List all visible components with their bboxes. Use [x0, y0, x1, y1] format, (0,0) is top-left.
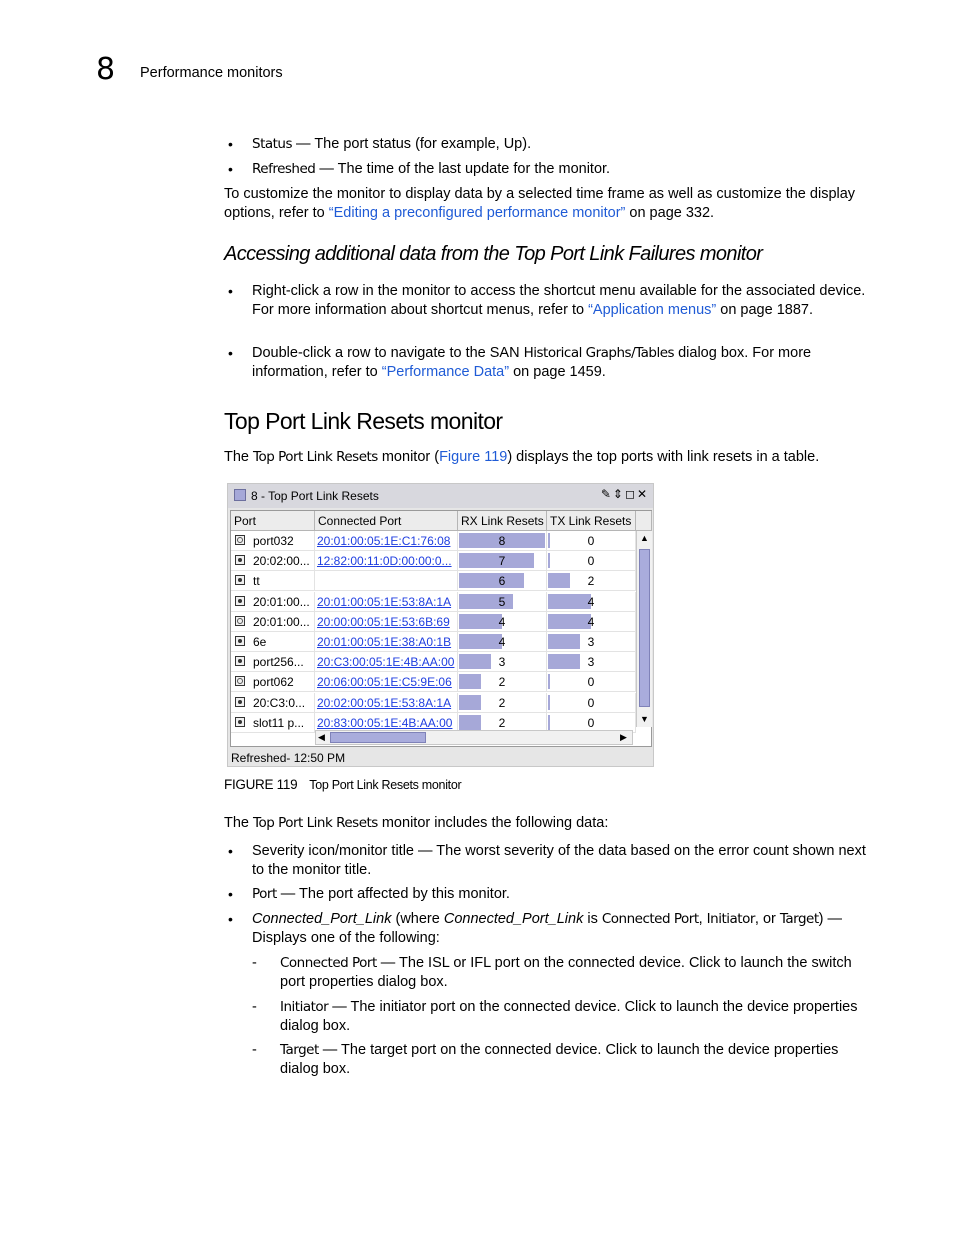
para-text: To customize the monitor to display data by a selected time frame as well as customize the display options, refer to [224, 186, 856, 221]
term-initiator: Initiator [706, 911, 755, 927]
tx-link-resets-cell [547, 551, 636, 571]
rx-value: 3 [498, 655, 506, 670]
section-heading-accessing: Accessing additional data from the Top Port Link Failures monitor [224, 243, 763, 265]
rx-value: 8 [498, 534, 506, 548]
port-status-icon [235, 676, 245, 686]
figure-title: Top Port Link Resets monitor [309, 778, 462, 792]
rx-value: 5 [498, 594, 506, 609]
connected-port-link[interactable]: 20:06:00:05:1E:C5:9E:06 [317, 675, 452, 690]
bullet-mark: • [228, 911, 233, 927]
vertical-scroll-thumb[interactable] [639, 549, 650, 707]
tx-value: 0 [587, 534, 595, 548]
section-heading-top-port: Top Port Link Resets monitor [224, 408, 503, 434]
term-connected-port-link: Connected_Port_Link [443, 911, 584, 927]
port-cell[interactable] [231, 713, 315, 733]
tx-value: 4 [587, 594, 595, 609]
monitor-tool-icons[interactable]: ✎⇕◻✕ [600, 487, 649, 501]
rx-link-resets-cell [458, 612, 547, 632]
editing-monitor-link[interactable]: “Editing a preconfigured performance monitor” [328, 205, 626, 221]
column-header-rx[interactable]: RX Link Resets [458, 511, 547, 531]
bullet-text: dialog box. For more information, refer to [252, 345, 812, 380]
tx-link-resets-cell [547, 612, 636, 632]
connected-port-cell [315, 693, 458, 713]
connected-port-cell [315, 571, 458, 591]
port-status-icon [235, 596, 245, 606]
bullet-text: (where [391, 911, 444, 927]
term-refreshed: Refreshed [252, 161, 316, 177]
scroll-down-icon[interactable]: ▼ [640, 714, 649, 724]
bullet-text: on page 1459. [509, 363, 606, 380]
term-target: Target [779, 911, 819, 927]
chapter-title: Performance monitors [140, 65, 283, 81]
bullet-text: — The port affected by this monitor. [276, 886, 510, 902]
port-cell[interactable] [231, 672, 315, 692]
term-port: Port [252, 886, 277, 902]
dash-text: — The target port on the connected device. Click to launch the device properties dialog box. [280, 1042, 839, 1077]
dash-mark: - [252, 955, 257, 971]
port-cell[interactable] [231, 652, 315, 672]
para-text: monitor includes the following data: [377, 815, 609, 831]
bullet-text: Right-click a row in the monitor to access the shortcut menu available for the associated device. For more information about shortcut menus, refer to [252, 283, 866, 318]
tx-value: 2 [587, 574, 595, 589]
rx-link-resets-cell [458, 693, 547, 713]
connected-port-cell [315, 531, 458, 551]
rx-value: 4 [498, 635, 506, 649]
port-status-icon [235, 636, 245, 646]
rx-link-resets-cell [458, 551, 547, 571]
rx-link-resets-cell [458, 632, 547, 652]
port-name: slot11 p... [253, 715, 305, 730]
monitor-intro-paragraph [224, 448, 872, 467]
port-cell[interactable] [231, 531, 315, 551]
port-name: 20:01:00... [253, 594, 310, 609]
bullet-mark: • [228, 345, 233, 361]
rx-value: 4 [498, 614, 506, 629]
para-text: monitor ( [377, 449, 440, 465]
term-top-port: Top Port Link Resets [253, 815, 378, 831]
port-status-icon [235, 535, 245, 545]
figure-caption [224, 777, 461, 792]
term-top-port: Top Port Link Resets [253, 449, 378, 465]
term-target: Target [280, 1042, 319, 1058]
port-cell[interactable] [231, 592, 315, 612]
tx-value: 0 [587, 675, 595, 690]
connected-port-link[interactable]: 20:02:00:05:1E:53:8A:1A [317, 695, 452, 710]
rx-link-resets-cell [458, 531, 547, 551]
para-text: The [224, 449, 254, 465]
bullet-text: Double-click a row to navigate to the SAN [252, 345, 524, 361]
tx-value: 3 [587, 655, 595, 670]
dash-mark: - [252, 1042, 257, 1058]
tx-link-resets-cell [547, 531, 636, 551]
para-text: ) displays the top ports with link resets in a table. [507, 449, 820, 465]
vertical-scrollbar[interactable] [636, 531, 652, 727]
bullet-text: — The port status (for example, Up). [292, 136, 532, 152]
para-text: The [224, 815, 254, 831]
tx-link-resets-cell [547, 632, 636, 652]
monitor-title-bar [228, 484, 653, 508]
port-name: tt [253, 574, 260, 589]
scroll-left-icon[interactable]: ◀ [318, 732, 325, 742]
port-status-icon [235, 717, 245, 727]
connected-port-link[interactable]: 20:83:00:05:1E:4B:AA:00 [317, 715, 453, 730]
tx-value: 0 [587, 695, 595, 710]
dash-mark: - [252, 999, 257, 1015]
port-status-icon [235, 697, 245, 707]
connected-port-link[interactable]: 20:00:00:05:1E:53:6B:69 [317, 614, 450, 629]
scroll-up-icon[interactable]: ▲ [640, 533, 649, 543]
bullet-text: is [583, 911, 602, 927]
term-connected-port-link: Connected_Port_Link [252, 911, 392, 927]
bullet-text: Severity icon/monitor title — The worst severity of the data based on the error count shown next to the monitor title. [252, 843, 866, 878]
bullet-mark: • [228, 886, 233, 902]
connected-port-link[interactable]: 20:01:00:05:1E:38:A0:1B [317, 635, 452, 649]
tx-value: 0 [587, 554, 595, 569]
port-name: port062 [253, 675, 294, 690]
figure-label: FIGURE 119 [224, 777, 298, 792]
port-cell[interactable] [231, 693, 315, 713]
tx-value: 4 [587, 614, 595, 629]
term-connected-port: Connected Port [601, 911, 699, 927]
connected-port-cell [315, 672, 458, 692]
term-initiator: Initiator [280, 999, 329, 1015]
rx-link-resets-cell [458, 652, 547, 672]
rx-link-resets-cell [458, 672, 547, 692]
rx-link-resets-cell [458, 592, 547, 612]
connected-port-cell [315, 551, 458, 571]
port-status-icon [235, 575, 245, 585]
customize-paragraph [224, 185, 872, 223]
connected-port-cell [315, 612, 458, 632]
tx-link-resets-cell [547, 652, 636, 672]
port-name: port256... [253, 655, 304, 670]
monitor-panel [227, 483, 654, 767]
connected-port-cell [315, 592, 458, 612]
tx-link-resets-cell [547, 571, 636, 591]
chapter-number: 8 [96, 52, 116, 87]
bullet-mark: • [228, 283, 233, 299]
rx-value: 2 [498, 695, 506, 710]
dash-text: — The initiator port on the connected device. Click to launch the device properties dialog box. [280, 999, 858, 1034]
bullet-text: — The time of the last update for the monitor. [315, 161, 611, 177]
port-name: 20:C3:0... [253, 695, 306, 710]
port-cell[interactable] [231, 551, 315, 571]
monitor-table [230, 510, 652, 747]
bullet-text: , [698, 911, 707, 927]
data-intro-paragraph [224, 814, 872, 833]
monitor-title: 8 - Top Port Link Resets [251, 489, 379, 503]
port-cell[interactable] [231, 632, 315, 652]
connected-port-cell [315, 652, 458, 672]
port-status-icon [235, 555, 245, 565]
tx-value: 3 [587, 635, 595, 649]
horizontal-scroll-thumb[interactable] [330, 732, 426, 743]
port-name: 20:02:00... [253, 554, 310, 569]
tx-link-resets-cell [547, 672, 636, 692]
port-name: port032 [253, 534, 294, 548]
connected-port-cell [315, 632, 458, 652]
horizontal-scrollbar[interactable] [315, 730, 633, 745]
column-header-tx[interactable]: TX Link Resets [547, 511, 636, 531]
term-historical-graphs: Historical Graphs/Tables [523, 345, 675, 361]
rx-value: 2 [498, 715, 506, 730]
severity-icon [234, 489, 246, 501]
port-cell[interactable] [231, 612, 315, 632]
tx-value: 0 [587, 715, 595, 730]
port-name: 20:01:00... [253, 614, 310, 629]
port-cell[interactable] [231, 571, 315, 591]
rx-value: 7 [498, 554, 506, 569]
bullet-text: , or [754, 911, 780, 927]
connected-port-link[interactable]: 20:01:00:05:1E:C1:76:08 [317, 534, 451, 548]
column-header-port[interactable]: Port [231, 511, 315, 531]
bullet-mark: • [228, 161, 233, 177]
bullet-text: ) — Displays one of the following: [252, 911, 842, 946]
port-name: 6e [253, 635, 267, 649]
application-menus-link[interactable]: “Application menus” [588, 301, 717, 318]
connected-port-link[interactable]: 12:82:00:11:0D:00:00:0... [317, 554, 452, 569]
term-status: Status [252, 136, 293, 152]
port-status-icon [235, 616, 245, 626]
rx-value: 2 [498, 675, 506, 690]
rx-link-resets-cell [458, 571, 547, 591]
term-connected-port: Connected Port [280, 955, 377, 971]
bullet-text: on page 1887. [716, 301, 813, 318]
tx-link-resets-cell [547, 592, 636, 612]
performance-data-link[interactable]: “Performance Data” [381, 363, 510, 380]
para-text: on page 332. [625, 205, 715, 221]
connected-port-link[interactable]: 20:C3:00:05:1E:4B:AA:00 [317, 655, 455, 670]
column-header-corner [636, 511, 652, 531]
column-header-connected-port[interactable]: Connected Port [315, 511, 458, 531]
figure-119-link[interactable]: Figure 119 [439, 449, 508, 465]
monitor-refreshed-status: Refreshed- 12:50 PM [231, 751, 346, 765]
port-status-icon [235, 656, 245, 666]
bullet-mark: • [228, 136, 233, 152]
tx-link-resets-cell [547, 693, 636, 713]
dash-text: — The ISL or IFL port on the connected device. Click to launch the switch port properties dialog box. [280, 955, 852, 990]
connected-port-link[interactable]: 20:01:00:05:1E:53:8A:1A [317, 594, 452, 609]
bullet-mark: • [228, 843, 233, 859]
rx-value: 6 [498, 574, 506, 589]
scroll-right-icon[interactable]: ▶ [620, 732, 627, 742]
